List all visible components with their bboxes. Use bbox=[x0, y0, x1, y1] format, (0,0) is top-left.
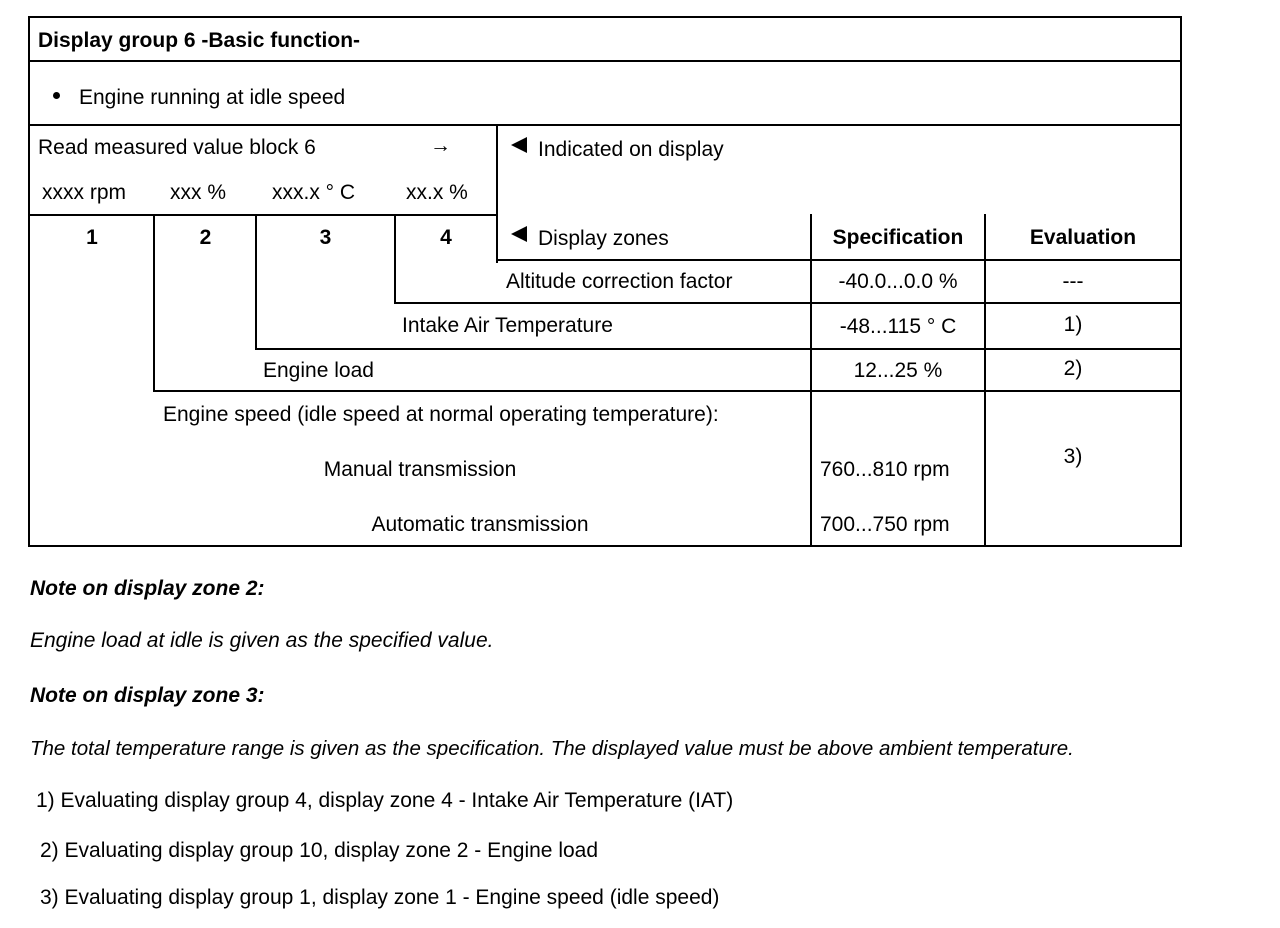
condition-text: Engine running at idle speed bbox=[79, 86, 346, 109]
note-text-zone-3: The total temperature range is given as the specification. The displayed value must be above ambient temperature. bbox=[30, 737, 1074, 760]
footnote-2: 2) Evaluating display group 10, display zone 2 - Engine load bbox=[40, 839, 599, 862]
unit-zone-1: xxxx rpm bbox=[42, 181, 126, 204]
divider bbox=[496, 124, 498, 263]
unit-zone-4: xx.x % bbox=[406, 181, 468, 204]
automatic-transmission-label: Automatic transmission bbox=[371, 513, 589, 536]
table-border-right bbox=[1180, 16, 1182, 547]
row-eval-zone-4: --- bbox=[1062, 270, 1084, 293]
divider bbox=[255, 348, 1182, 350]
row-eval-zone-1: 3) bbox=[1063, 445, 1083, 468]
row-label-zone-1: Engine speed (idle speed at normal operating temperature): bbox=[163, 403, 719, 426]
zone-number-3: 3 bbox=[319, 226, 332, 249]
note-heading-zone-2: Note on display zone 2: bbox=[30, 577, 265, 600]
read-block-label: Read measured value block 6 bbox=[38, 136, 316, 159]
table-border-top bbox=[28, 16, 1182, 18]
zone-number-2: 2 bbox=[199, 226, 212, 249]
pointer-left-icon bbox=[511, 226, 527, 242]
indicated-label: Indicated on display bbox=[538, 138, 724, 161]
row-spec-zone-3: -48...115 ° C bbox=[839, 315, 957, 338]
table-title: Display group 6 -Basic function- bbox=[38, 29, 361, 52]
arrow-right-icon: → bbox=[430, 134, 451, 157]
row-label-zone-2: Engine load bbox=[263, 359, 374, 382]
divider bbox=[153, 390, 1182, 392]
unit-zone-2: xxx % bbox=[170, 181, 227, 204]
automatic-transmission-spec: 700...750 rpm bbox=[820, 513, 950, 536]
row-label-zone-4: Altitude correction factor bbox=[506, 270, 733, 293]
row-label-zone-3: Intake Air Temperature bbox=[402, 314, 613, 337]
zone-bracket-line bbox=[255, 214, 257, 350]
row-spec-zone-4: -40.0...0.0 % bbox=[838, 270, 958, 293]
display-zones-label: Display zones bbox=[538, 227, 669, 250]
zone-number-4: 4 bbox=[440, 226, 452, 249]
spec-header: Specification bbox=[832, 226, 964, 249]
zone-bracket-line bbox=[153, 214, 155, 392]
divider bbox=[394, 302, 1182, 304]
zone-bracket-line bbox=[394, 214, 396, 304]
manual-transmission-label: Manual transmission bbox=[323, 458, 517, 481]
note-heading-zone-3: Note on display zone 3: bbox=[30, 684, 265, 707]
divider bbox=[28, 124, 1182, 126]
unit-zone-3: xxx.x ° C bbox=[272, 181, 356, 204]
divider bbox=[496, 259, 1182, 261]
note-text-zone-2: Engine load at idle is given as the specified value. bbox=[30, 629, 494, 652]
zone-number-1: 1 bbox=[86, 226, 98, 249]
table-border-bottom bbox=[28, 545, 1182, 547]
bullet-icon bbox=[53, 92, 60, 99]
footnote-3: 3) Evaluating display group 1, display zone 1 - Engine speed (idle speed) bbox=[40, 886, 720, 909]
divider bbox=[28, 214, 498, 216]
manual-transmission-spec: 760...810 rpm bbox=[820, 458, 950, 481]
divider bbox=[28, 60, 1182, 62]
footnote-1: 1) Evaluating display group 4, display zone 4 - Intake Air Temperature (IAT) bbox=[36, 789, 734, 812]
row-eval-zone-2: 2) bbox=[1063, 357, 1083, 380]
row-spec-zone-2: 12...25 % bbox=[853, 359, 943, 382]
pointer-left-icon bbox=[511, 137, 527, 153]
eval-header: Evaluation bbox=[1029, 226, 1137, 249]
row-eval-zone-3: 1) bbox=[1063, 313, 1083, 336]
